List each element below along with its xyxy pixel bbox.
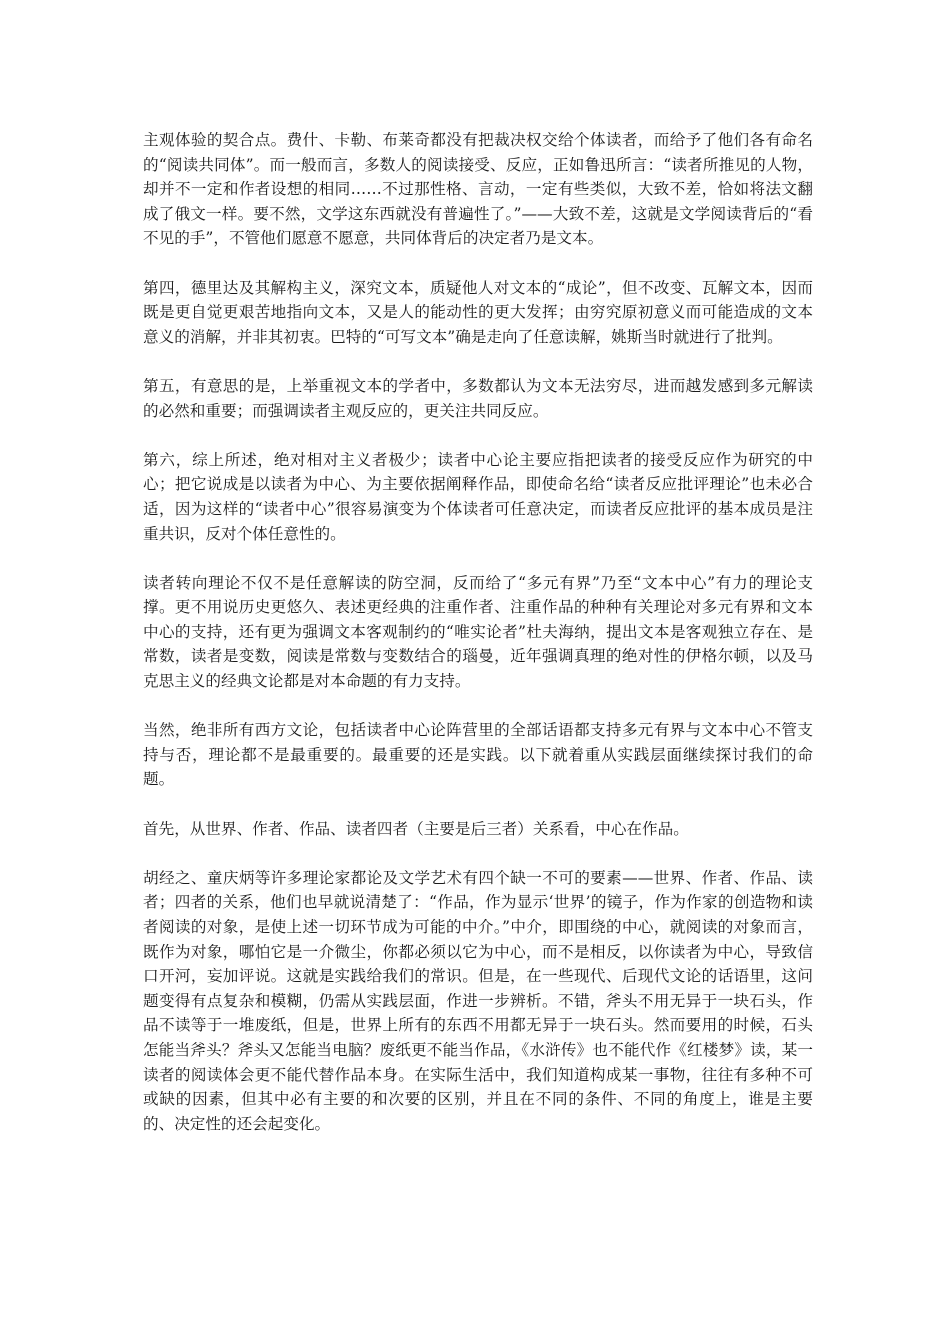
paragraph-reader-turn-theory: 读者转向理论不仅不是任意解读的防空洞，反而给了“多元有界”乃至“文本中心”有力的理论支撑。更不用说历史更悠久、表述更经典的注重作者、注重作品的种种有关理论对多元有界和文本中心的支持，还有更为强调文本客观制约的“唯实论者”杜夫海纳，提出文本是客观独立存在、是常数，读者是变数，阅读是常数与变数结合的瑙曼，近年强调真理的绝对性的伊格尔顿，以及马克思主义的经典文论都是对本命题的有力支持。 bbox=[143, 573, 813, 691]
paragraph-reading-community: 主观体验的契合点。费什、卡勒、布莱奇都没有把裁决权交给个体读者，而给予了他们各有命名的“阅读共同体”。而一般而言，多数人的阅读接受、反应，正如鲁迅所言：“读者所推见的人物，却并不一定和作者设想的相同……不过那性格、言动，一定有些类似，大致不差，恰如将法文翻成了俄文一样。要不然，文学这东西就没有普遍性了。”——大致不差，这就是文学阅读背后的“看不见的手”，不管他们愿意不愿意，共同体背后的决定者乃是文本。 bbox=[143, 131, 813, 248]
paragraph-sixth-summary: 第六，综上所述，绝对相对主义者极少；读者中心论主要应指把读者的接受反应作为研究的中心；把它说成是以读者为中心、为主要依据阐释作品，即使命名给“读者反应批评理论”也未必合适，因为这样的“读者中心”很容易演变为个体读者可任意决定，而读者反应批评的基本成员是注重共识，反对个体任意性的。 bbox=[143, 450, 813, 543]
document-page bbox=[143, 128, 813, 1161]
paragraph-first-center-in-work: 首先，从世界、作者、作品、读者四者（主要是后三者）关系看，中心在作品。 bbox=[143, 819, 689, 838]
paragraph-practice-over-theory: 当然，绝非所有西方文论，包括读者中心论阵营里的全部话语都支持多元有界与文本中心不管支持与否，理论都不是最重要的。最重要的还是实践。以下就着重从实践层面继续探讨我们的命题。 bbox=[143, 721, 813, 789]
paragraph-fifth-text-scholars: 第五，有意思的是，上举重视文本的学者中，多数都认为文本无法穷尽，进而越发感到多元解读的必然和重要；而强调读者主观反应的，更关注共同反应。 bbox=[143, 376, 813, 420]
paragraph-fourth-derrida: 第四，德里达及其解构主义，深究文本，质疑他人对文本的“成论”，但不改变、瓦解文本，因而既是更自觉更艰苦地指向文本，又是人的能动性的更大发挥；由穷究原初意义而可能造成的文本意义的消解，并非其初衷。巴特的“可写文本”确是走向了任意读解，姚斯当时就进行了批判。 bbox=[143, 278, 813, 346]
paragraph-four-elements: 胡经之、童庆炳等许多理论家都论及文学艺术有四个缺一不可的要素——世界、作者、作品、读者；四者的关系，他们也早就说清楚了：“作品，作为显示‘世界’的镜子，作为作家的创造物和读者阅读的对象，是使上述一切环节成为可能的中介。”中介，即围绕的中心，就阅读的对象而言，既作为对象，哪怕它是一介微尘，你都必须以它为中心，而不是相反，以你读者为中心，导致信口开河，妄加评说。这就是实践给我们的常识。但是，在一些现代、后现代文论的话语里，这问题变得有点复杂和模糊，仍需从实践层面，作进一步辨析。不错，斧头不用无异于一块石头，作品不读等于一堆废纸，但是，世界上所有的东西不用都无异于一块石头。然而要用的时候，石头怎能当斧头？斧头又怎能当电脑？废纸更不能当作品，《水浒传》也不能代作《红楼梦》读，某一读者的阅读体会更不能代替作品本身。在实际生活中，我们知道构成某一事物，往往有多种不可或缺的因素，但其中必有主要的和次要的区别，并且在不同的条件、不同的角度上，谁是主要的、决定性的还会起变化。 bbox=[143, 868, 813, 1133]
